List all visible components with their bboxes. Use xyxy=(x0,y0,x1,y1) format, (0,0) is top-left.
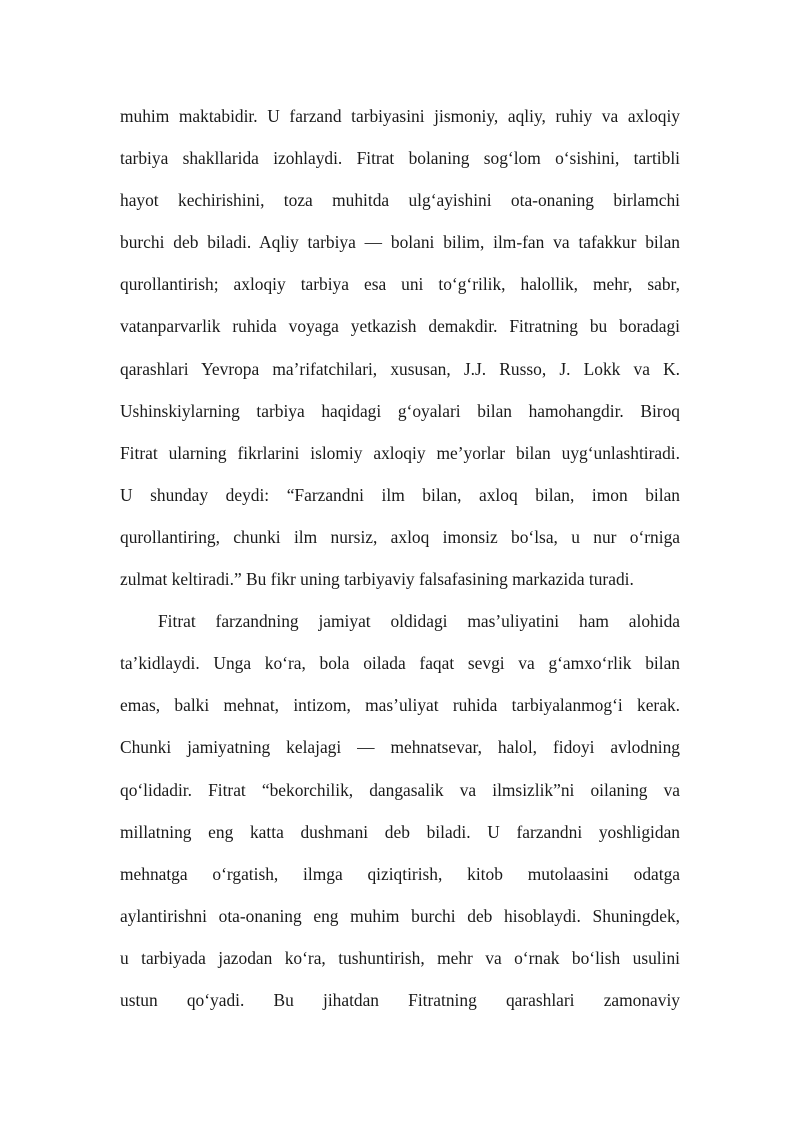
text-line: vatanparvarlik ruhida voyaga yetkazish demakdir. Fitratning bu boradagi xyxy=(120,316,680,337)
text-line: ustun qo‘yadi. Bu jihatdan Fitratning qarashlari zamonaviy xyxy=(120,989,680,1010)
text-line: u tarbiyada jazodan ko‘ra, tushuntirish, mehr va o‘rnak bo‘lish usulini xyxy=(120,947,680,968)
text-line: qarashlari Yevropa ma’rifatchilari, xususan, J.J. Russo, J. Lokk va K. xyxy=(120,358,680,379)
text-line: Chunki jamiyatning kelajagi — mehnatsevar, halol, fidoyi avlodning xyxy=(120,737,680,758)
document-body xyxy=(120,95,680,1021)
text-line-paragraph-end: zulmat keltiradi.” Bu fikr uning tarbiyaviy falsafasining markazida turadi. xyxy=(120,569,634,590)
text-line: emas, balki mehnat, intizom, mas’uliyat ruhida tarbiyalanmog‘i kerak. xyxy=(120,695,680,716)
text-line: U shunday deydi: “Farzandni ilm bilan, axloq bilan, imon bilan xyxy=(120,484,680,505)
text-line: burchi deb biladi. Aqliy tarbiya — bolani bilim, ilm-fan va tafakkur bilan xyxy=(120,232,680,253)
text-line: millatning eng katta dushmani deb biladi. U farzandni yoshligidan xyxy=(120,821,680,842)
text-line: muhim maktabidir. U farzand tarbiyasini jismoniy, aqliy, ruhiy va axloqiy xyxy=(120,106,680,126)
text-line: tarbiya shakllarida izohlaydi. Fitrat bolaning sog‘lom o‘sishini, tartibli xyxy=(120,148,680,169)
text-line: hayot kechirishini, toza muhitda ulg‘ayishini ota-onaning birlamchi xyxy=(120,190,680,211)
text-line-paragraph-start: Fitrat farzandning jamiyat oldidagi mas’uliyatini ham alohida xyxy=(158,611,680,632)
text-line: mehnatga o‘rgatish, ilmga qiziqtirish, kitob mutolaasini odatga xyxy=(120,863,680,884)
text-line: Fitrat ularning fikrlarini islomiy axloqiy me’yorlar bilan uyg‘unlashtiradi. xyxy=(120,442,680,463)
text-line: qurollantiring, chunki ilm nursiz, axloq imonsiz bo‘lsa, u nur o‘rniga xyxy=(120,526,680,547)
text-line: Ushinskiylarning tarbiya haqidagi g‘oyalari bilan hamohangdir. Biroq xyxy=(120,400,680,421)
text-line: qo‘lidadir. Fitrat “bekorchilik, dangasalik va ilmsizlik”ni oilaning va xyxy=(120,779,680,800)
text-line: ta’kidlaydi. Unga ko‘ra, bola oilada faqat sevgi va g‘amxo‘rlik bilan xyxy=(120,653,680,674)
text-line: aylantirishni ota-onaning eng muhim burchi deb hisoblaydi. Shuningdek, xyxy=(120,905,680,926)
text-line: qurollantirish; axloqiy tarbiya esa uni to‘g‘rilik, halollik, mehr, sabr, xyxy=(120,274,680,295)
